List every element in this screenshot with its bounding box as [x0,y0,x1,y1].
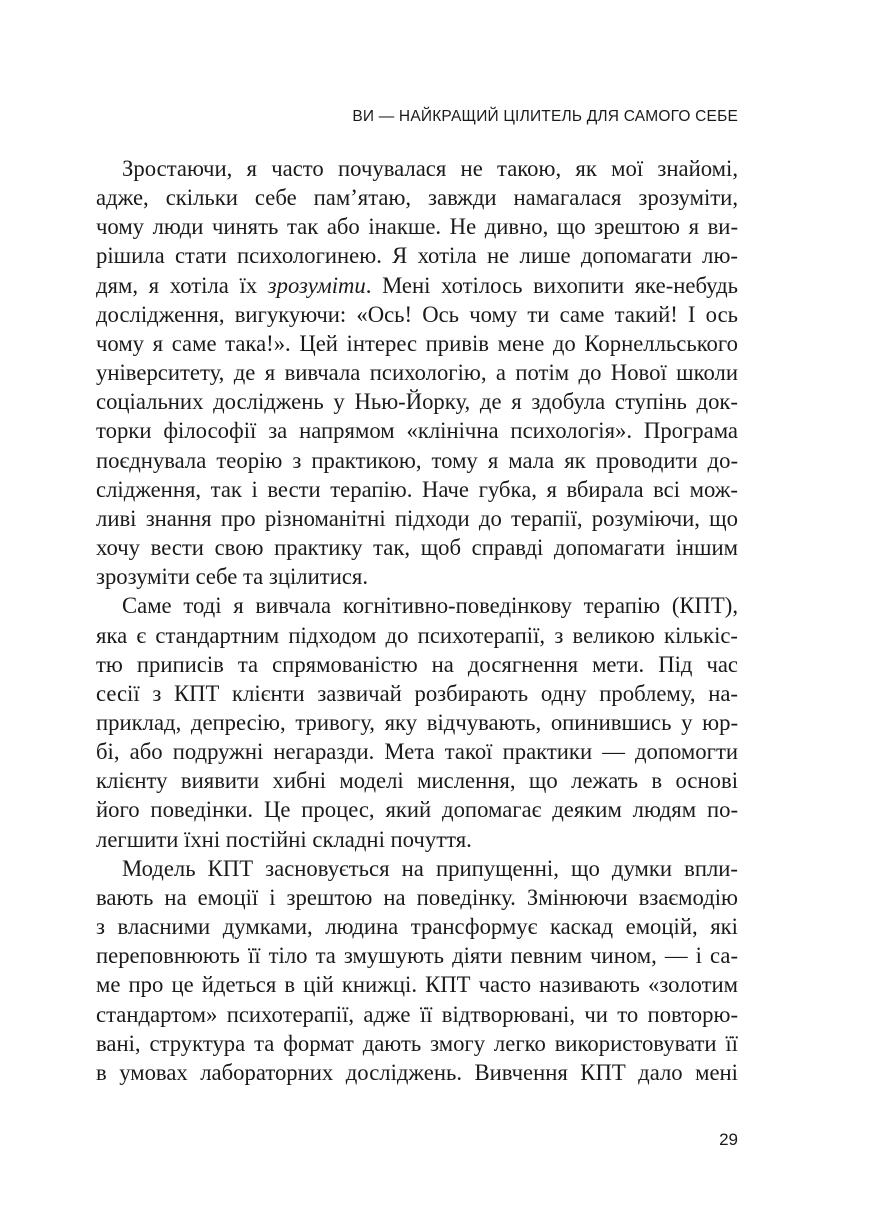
paragraph-2 [96,591,738,853]
text-line [96,271,738,300]
text-line: поєднувала теорію з практикою, тому я мала як проводити до- [96,447,738,473]
text-line: ме про це йдеться в цій книжці. КПТ часто називають «золотим [96,972,738,998]
page-number: 29 [719,1130,738,1149]
text-line: рішила стати психологинею. Я хотіла не лише допомагати лю- [96,243,738,269]
text-line: приклад, депресію, тривогу, яку відчувають, опинившись у юр- [96,709,738,735]
text-line: бі, або подружні негаразди. Мета такої практики — допомогти [96,739,738,765]
text-line: сесії з КПТ клієнти зазвичай розбирають одну проблему, на- [96,680,738,706]
text-line: вають на емоції і зрештою на поведінку. Змінюючи взаємодію [96,884,738,910]
text-line: чому я саме така!». Цей інтерес привів мене до Корнелльського [96,330,738,356]
text-line: переповнюють її тіло та змушують діяти певним чином, — і са- [96,943,738,969]
text-line: чому люди чинять так або інакше. Не дивно, що зрештою я ви- [96,214,738,240]
text-line: клієнту виявити хибні моделі мислення, що лежать в основі [96,768,738,794]
text-line: торки філософії за напрямом «клінічна психологія». Програма [96,418,738,444]
text-line: університету, де я вивчала психологію, а потім до Нової школи [96,360,738,386]
text-line: яка є стандартним підходом до психотерапії, з великою кількіс- [96,622,738,648]
running-header: ВИ — НАЙКРАЩИЙ ЦІЛИТЕЛЬ ДЛЯ САМОГО СЕБЕ [352,108,738,125]
paragraph-1 [96,154,738,591]
body-text [96,154,738,1087]
text-line: соціальних досліджень у Нью-Йорку, де я здобула ступінь док- [96,389,738,415]
text-line: хочу вести свою практику так, щоб справді допомагати іншим [96,535,738,561]
text-segment: дям, я хотіла їх [96,272,268,298]
text-line: адже, скільки себе пам’ятаю, завжди намагалася зрозуміти, [96,185,738,211]
text-line: зрозуміти себе та зцілитися. [96,564,369,590]
text-line: Саме тоді я вивчала когнітивно-поведінкову терапію (КПТ), [122,593,738,619]
text-segment: . Мені хотілось вихопити яке-небудь [365,272,738,298]
text-line: тю приписів та спрямованістю на досягнення мети. Під час [96,651,738,677]
text-line: дослідження, вигукуючи: «Ось! Ось чому ти саме такий! І ось [96,301,738,327]
text-line: з власними думками, людина трансформує каскад емоцій, які [96,914,738,940]
text-line: Модель КПТ засновується на припущенні, що думки впли- [122,855,738,881]
text-line: ливі знання про різноманітні підходи до терапії, розуміючи, що [96,505,738,531]
paragraph-3 [96,854,738,1087]
text-line: в умовах лабораторних досліджень. Вивчення КПТ дало мені [96,1059,738,1085]
text-line: легшити їхні постійні складні почуття. [96,826,472,852]
text-line: слідження, так і вести терапію. Наче губка, я вбирала всі мож- [96,476,738,502]
text-line: стандартом» психотерапії, адже її відтворювані, чи то повторю- [96,1001,738,1027]
text-line: Зростаючи, я часто почувалася не такою, як мої знайомі, [122,156,738,181]
emphasis-word: зрозуміти [267,272,366,298]
text-line: вані, структура та формат дають змогу легко використовувати її [96,1030,738,1056]
text-line: його поведінки. Це процес, який допомагає деяким людям по- [96,797,738,823]
